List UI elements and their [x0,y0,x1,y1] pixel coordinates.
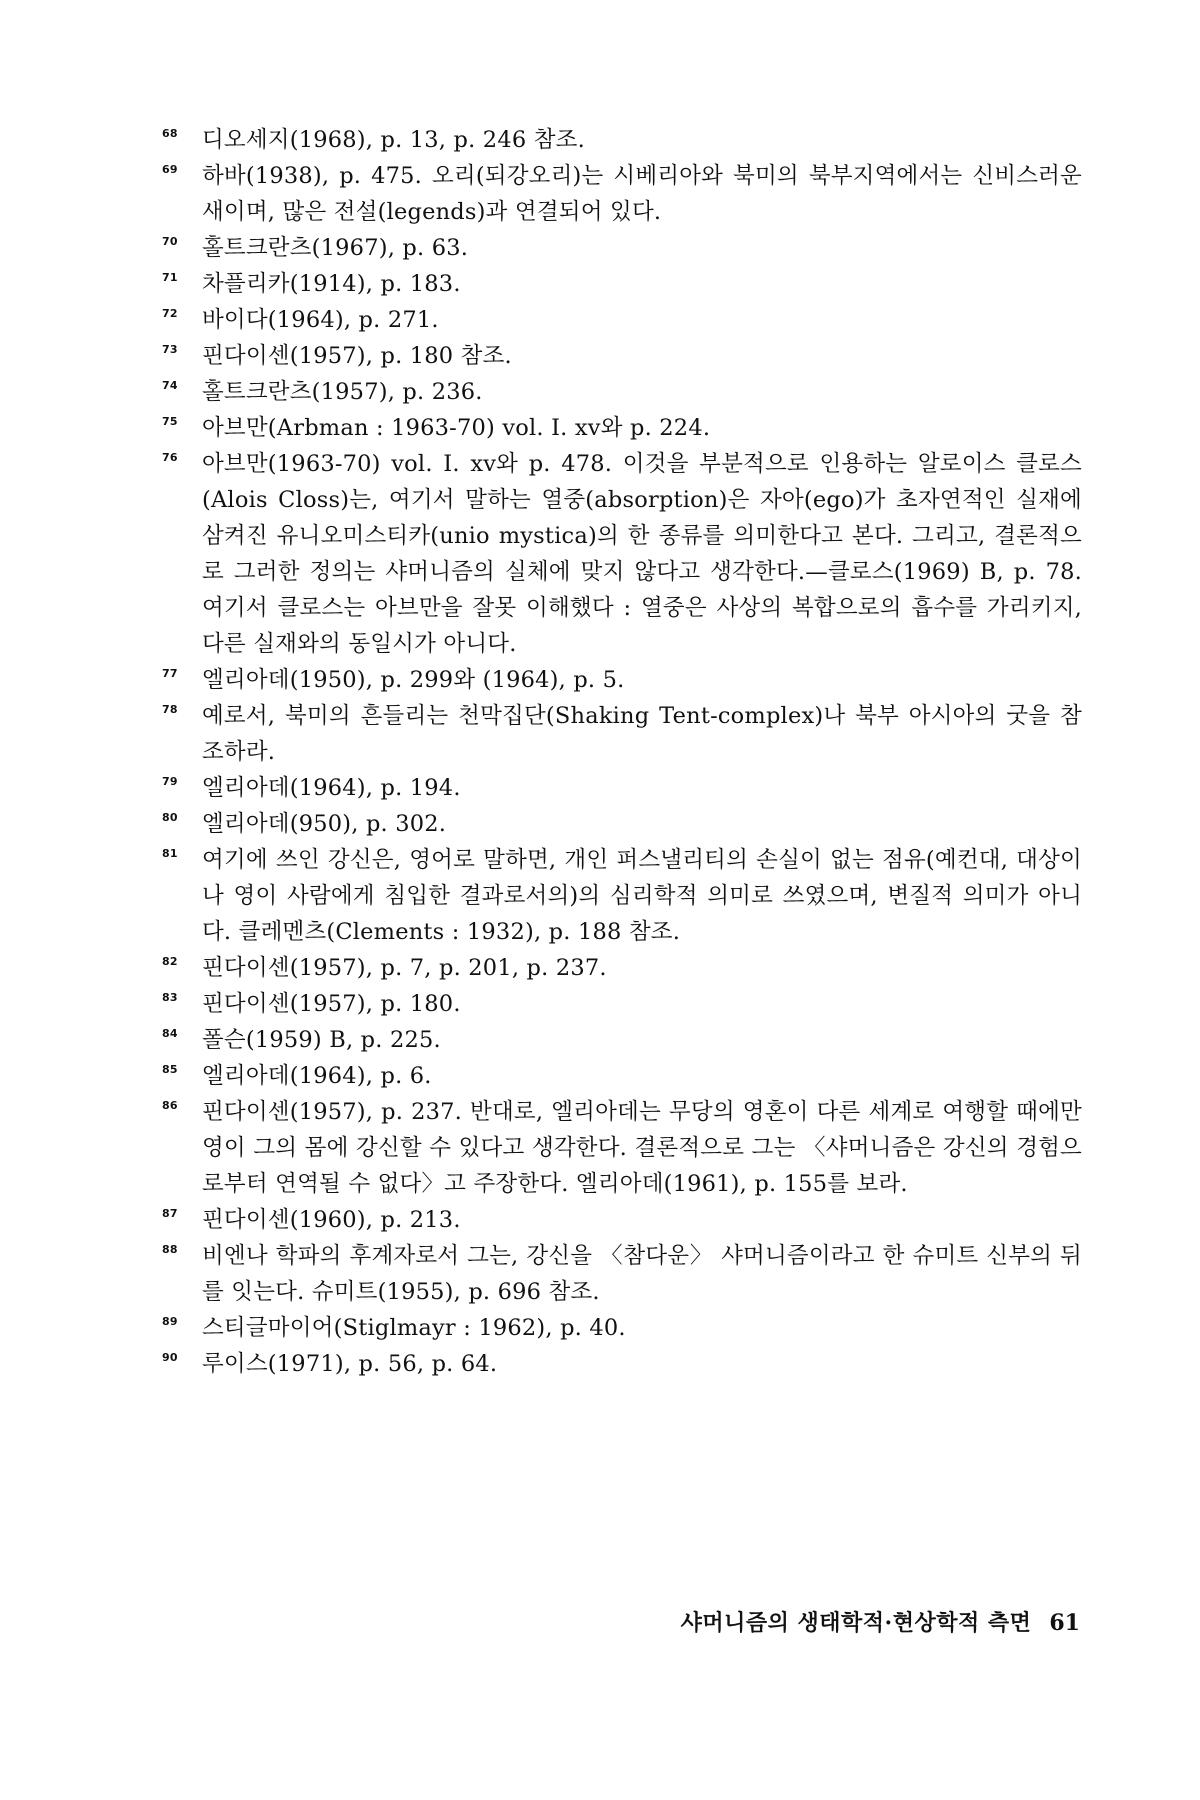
running-title: 샤머니즘의 생태학적·현상학적 측면 [680,1610,1032,1636]
footnote-78 [162,698,1082,770]
footnote-number: 84 [162,1027,178,1040]
footnote-number: 75 [162,415,178,428]
footnote-number: 68 [162,127,178,140]
footnote-number: 73 [162,343,178,356]
footnote-number: 77 [162,667,178,680]
footnote-90 [162,1346,1082,1382]
footnote-77 [162,662,1082,698]
footnote-number: 71 [162,271,178,284]
footnote-text: 스티글마이어(Stiglmayr : 1962), p. 40. [202,1315,626,1341]
footnote-83 [162,986,1082,1022]
footnote-89 [162,1310,1082,1346]
footnote-text: 아브만(Arbman : 1963-70) vol. I. xv와 p. 224. [202,415,711,441]
footnote-number: 82 [162,955,178,968]
footnote-text: 엘리아데(1950), p. 299와 (1964), p. 5. [202,667,625,693]
footnote-87 [162,1202,1082,1238]
footnote-81 [162,842,1082,950]
footnote-number: 86 [162,1099,178,1112]
footnote-text: 핀다이센(1957), p. 180 참조. [202,343,512,369]
footnote-number: 79 [162,775,178,788]
footnote-80 [162,806,1082,842]
footnote-79 [162,770,1082,806]
page-footer [681,1606,1080,1637]
page-number: 61 [1049,1610,1080,1636]
footnote-number: 81 [162,847,178,860]
footnote-text: 예로서, 북미의 흔들리는 천막집단(Shaking Tent-complex)나 북부 아시아의 굿을 참조하라. [202,703,1082,765]
footnote-82 [162,950,1082,986]
footnote-text: 여기에 쓰인 강신은, 영어로 말하면, 개인 퍼스낼리티의 손실이 없는 점유(예컨대, 대상이나 영이 사람에게 침입한 결과로서의)의 심리학적 의미로 쓰였으며, 변질적 의미가 아니다. 클레멘츠(Clements : 1932), p. 188 참조. [202,847,1082,945]
footnote-text: 루이스(1971), p. 56, p. 64. [202,1351,498,1377]
footnote-84 [162,1022,1082,1058]
footnote-number: 83 [162,991,178,1004]
footnote-text: 핀다이센(1957), p. 7, p. 201, p. 237. [202,955,607,981]
footnote-number: 85 [162,1063,178,1076]
footnote-text: 엘리아데(950), p. 302. [202,811,447,837]
footnote-text: 디오세지(1968), p. 13, p. 246 참조. [202,127,585,153]
footnote-86 [162,1094,1082,1202]
footnote-number: 90 [162,1351,178,1364]
footnote-number: 87 [162,1207,178,1220]
footnote-text: 엘리아데(1964), p. 194. [202,775,461,801]
footnote-text: 엘리아데(1964), p. 6. [202,1063,432,1089]
footnote-76 [162,446,1082,662]
footnote-text: 폴슨(1959) B, p. 225. [202,1027,441,1053]
footnote-73 [162,338,1082,374]
footnote-88 [162,1238,1082,1310]
footnote-number: 78 [162,703,178,716]
footnote-70 [162,230,1082,266]
footnote-69 [162,158,1082,230]
footnote-text: 핀다이센(1957), p. 180. [202,991,461,1017]
footnote-74 [162,374,1082,410]
footnote-text: 핀다이센(1957), p. 237. 반대로, 엘리아데는 무당의 영혼이 다른 세계로 여행할 때에만 영이 그의 몸에 강신할 수 있다고 생각한다. 결론적으로 그는 〈샤머니즘은 강신의 경험으로부터 연역될 수 없다〉고 주장한다. 엘리아데(1961), p. 155를 보라. [202,1099,1082,1197]
footnote-68 [162,122,1082,158]
footnote-text: 하바(1938), p. 475. 오리(되강오리)는 시베리아와 북미의 북부지역에서는 신비스러운 새이며, 많은 전설(legends)과 연결되어 있다. [202,163,1082,225]
footnote-number: 80 [162,811,178,824]
footnote-number: 70 [162,235,178,248]
footnote-text: 핀다이센(1960), p. 213. [202,1207,461,1233]
footnote-number: 89 [162,1315,178,1328]
footnote-85 [162,1058,1082,1094]
footnote-number: 74 [162,379,178,392]
footnote-75 [162,410,1082,446]
footnote-number: 69 [162,163,178,176]
footnote-text: 홀트크란츠(1957), p. 236. [202,379,483,405]
footnote-text: 홀트크란츠(1967), p. 63. [202,235,469,261]
footnote-text: 바이다(1964), p. 271. [202,307,439,333]
footnote-71 [162,266,1082,302]
footnote-text: 차플리카(1914), p. 183. [202,271,461,297]
footnote-list [162,122,1082,1382]
footnote-number: 72 [162,307,178,320]
footnote-text: 아브만(1963-70) vol. I. xv와 p. 478. 이것을 부분적으로 인용하는 알로이스 클로스(Alois Closs)는, 여기서 말하는 열중(absorption)은 자아(ego)가 초자연적인 실재에 삼켜진 유니오미스티카(unio mystica)의 한 종류를 의미한다고 본다. 그리고, 결론적으로 그러한 정의는 샤머니즘의 실체에 맞지 않다고 생각한다.—클로스(1969) B, p. 78. 여기서 클로스는 아브만을 잘못 이해했다 : 열중은 사상의 복합으로의 흡수를 가리키지, 다른 실재와의 동일시가 아니다. [202,451,1082,657]
footnote-number: 88 [162,1243,178,1256]
footnote-text: 비엔나 학파의 후계자로서 그는, 강신을 〈참다운〉 샤머니즘이라고 한 슈미트 신부의 뒤를 잇는다. 슈미트(1955), p. 696 참조. [202,1243,1082,1305]
footnote-72 [162,302,1082,338]
footnote-number: 76 [162,451,178,464]
